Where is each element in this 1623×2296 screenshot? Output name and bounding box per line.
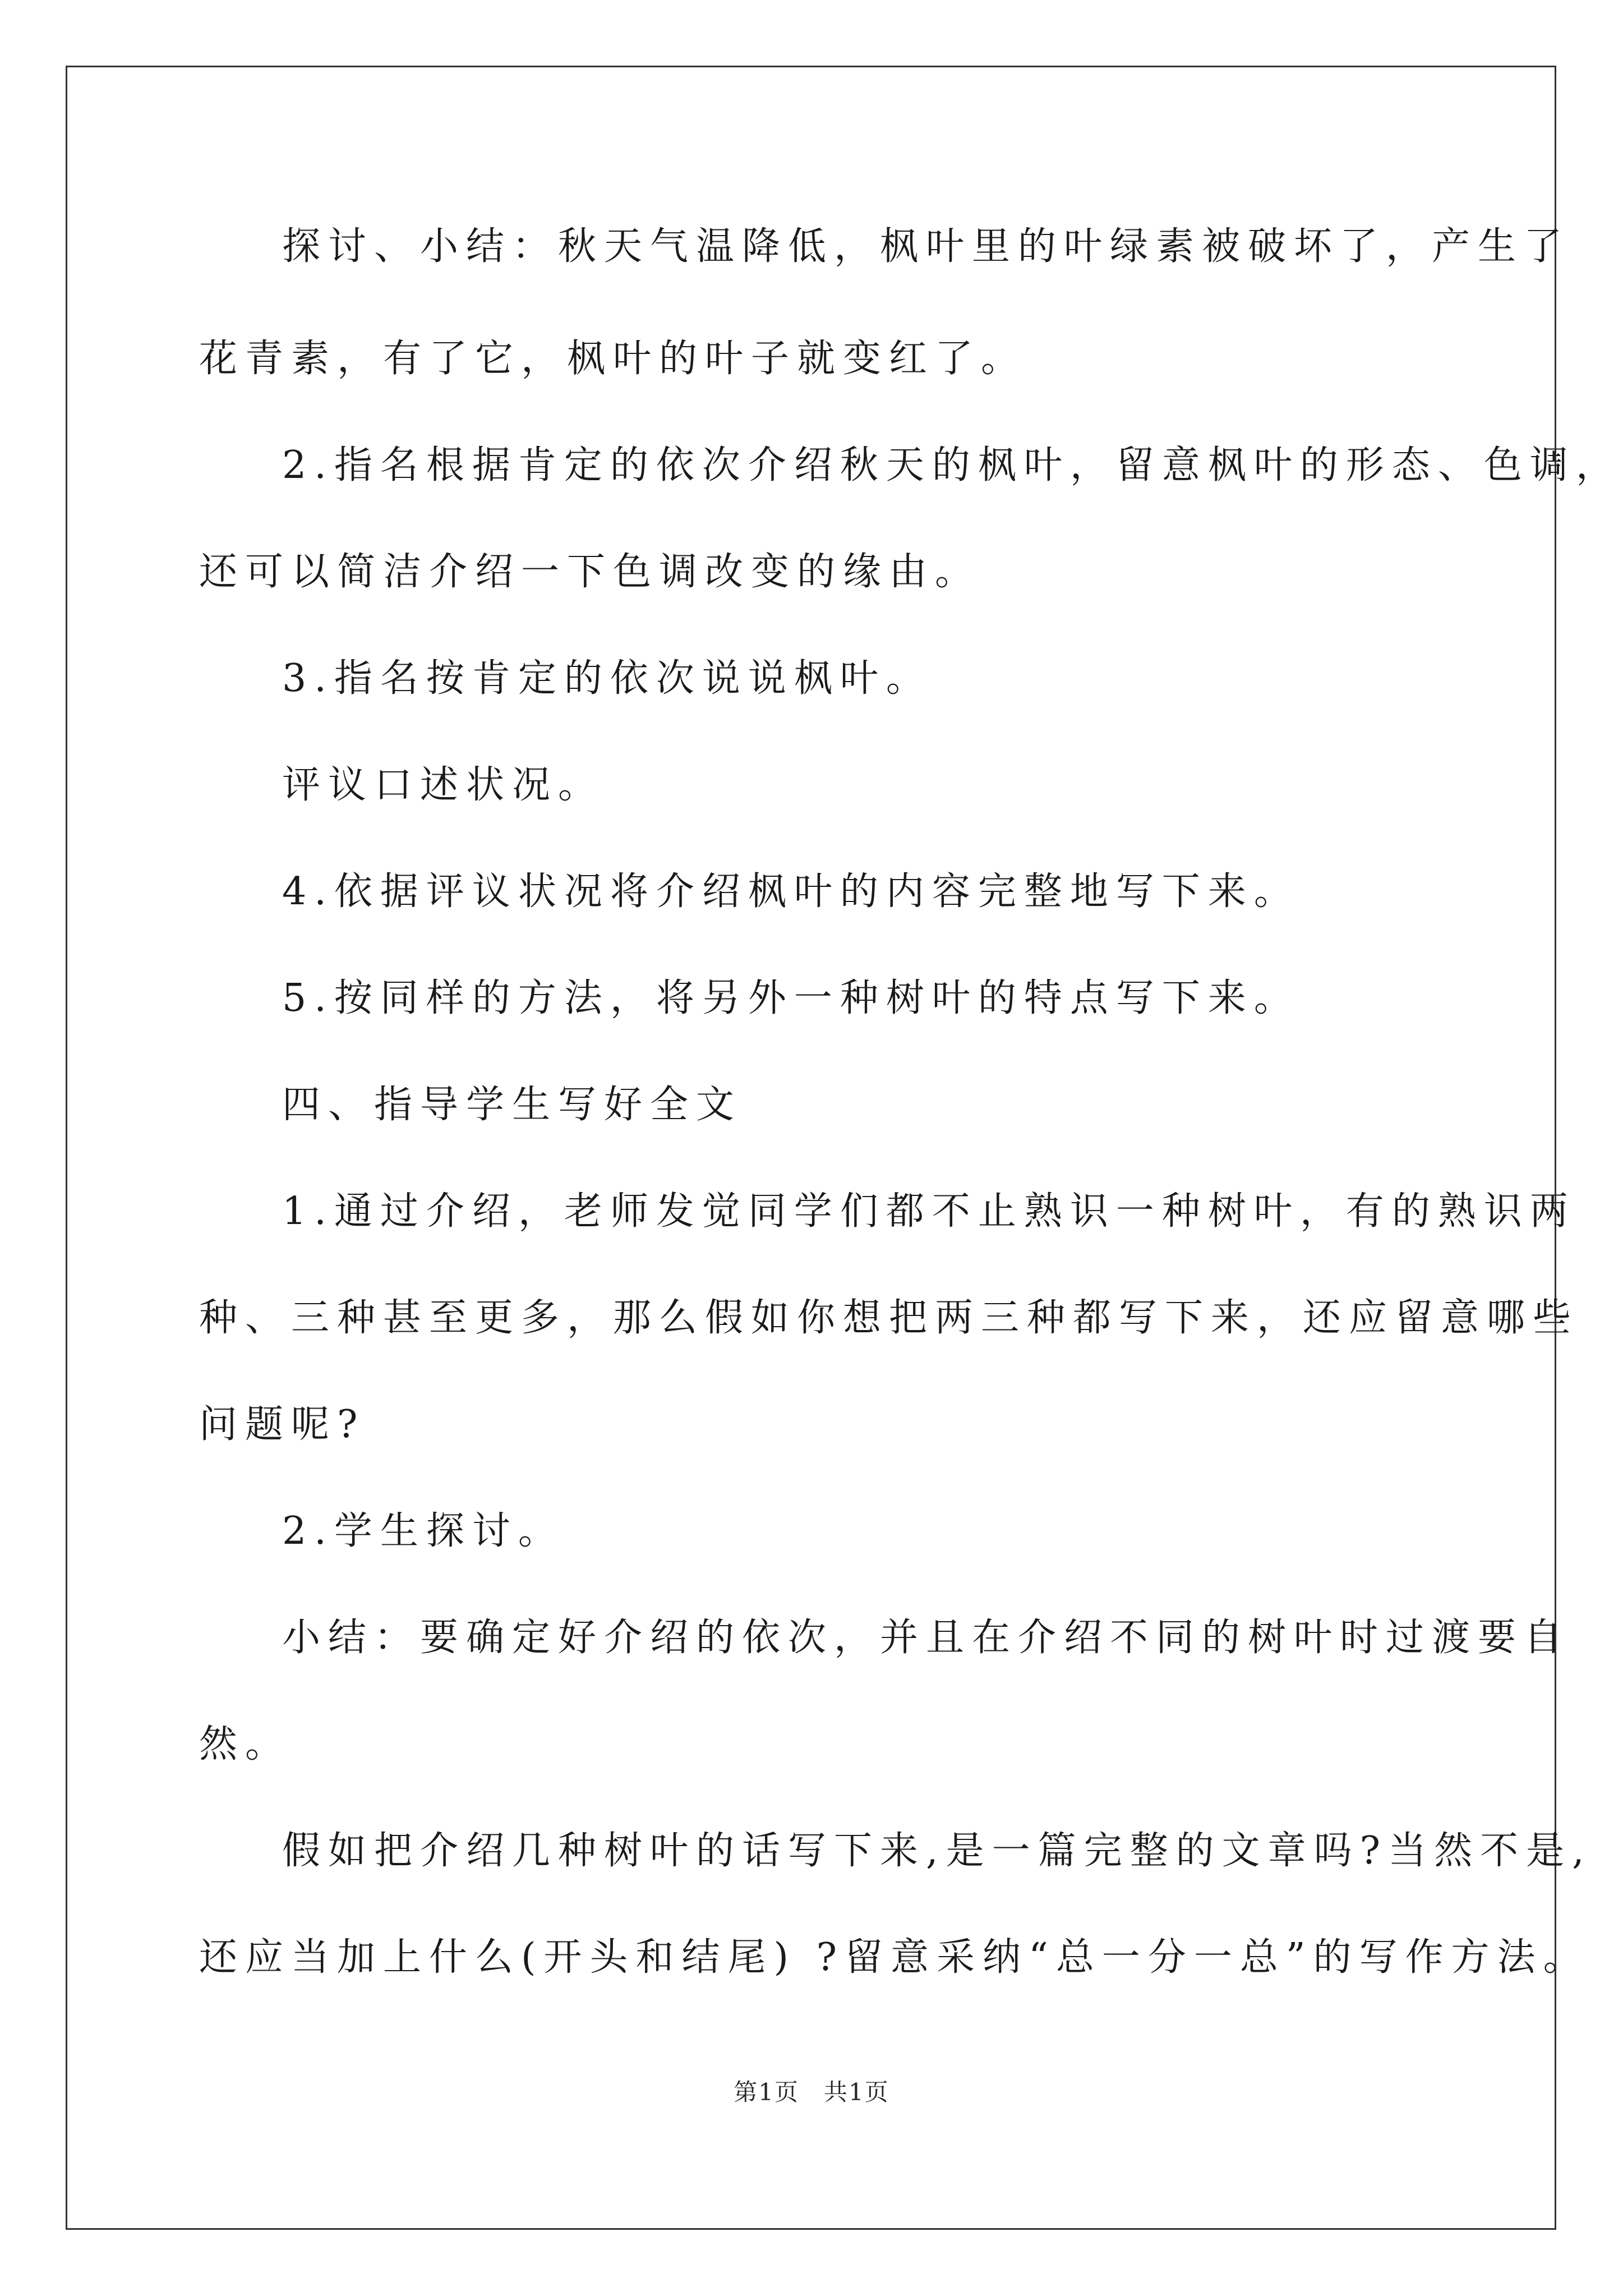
paragraph-line: 然。 [199,1722,292,1766]
paragraph-line: 评议口述状况。 [282,763,605,807]
paragraph-line: 2.学生探讨。 [282,1509,564,1553]
page-number: 第1页 共1页 [734,2078,889,2106]
section-heading: 四、指导学生写好全文 [282,1083,743,1127]
paragraph-line: 小结：要确定好介绍的依次，并且在介绍不同的树叶时过渡要自 [282,1616,1570,1660]
paragraph-line: 还应当加上什么(开头和结尾) ?留意采纳“总一分一总”的写作方法。 [199,1935,1589,1980]
paragraph-line: 假如把介绍几种树叶的话写下来,是一篇完整的文章吗?当然不是, [282,1829,1592,1873]
paragraph-line: 种、三种甚至更多，那么假如你想把两三种都写下来，还应留意哪些 [199,1296,1579,1340]
paragraph-line: 问题呢? [199,1402,366,1447]
paragraph-line: 1.通过介绍，老师发觉同学们都不止熟识一种树叶，有的熟识两 [282,1189,1576,1234]
paragraph-line: 3.指名按肯定的依次说说枫叶。 [282,656,932,701]
paragraph-line: 花青素，有了它，枫叶的叶子就变红了。 [199,337,1027,381]
page-border [66,66,1556,2230]
paragraph-line: 4.依据评议状况将介绍枫叶的内容完整地写下来。 [282,869,1300,914]
paragraph-line: 2.指名根据肯定的依次介绍秋天的枫叶，留意枫叶的形态、色调， [282,443,1622,487]
paragraph-line: 探讨、小结：秋天气温降低，枫叶里的叶绿素被破坏了，产生了 [282,224,1570,269]
paragraph-line: 5.按同样的方法，将另外一种树叶的特点写下来。 [282,976,1300,1020]
paragraph-line: 还可以简洁介绍一下色调改变的缘由。 [199,550,981,594]
